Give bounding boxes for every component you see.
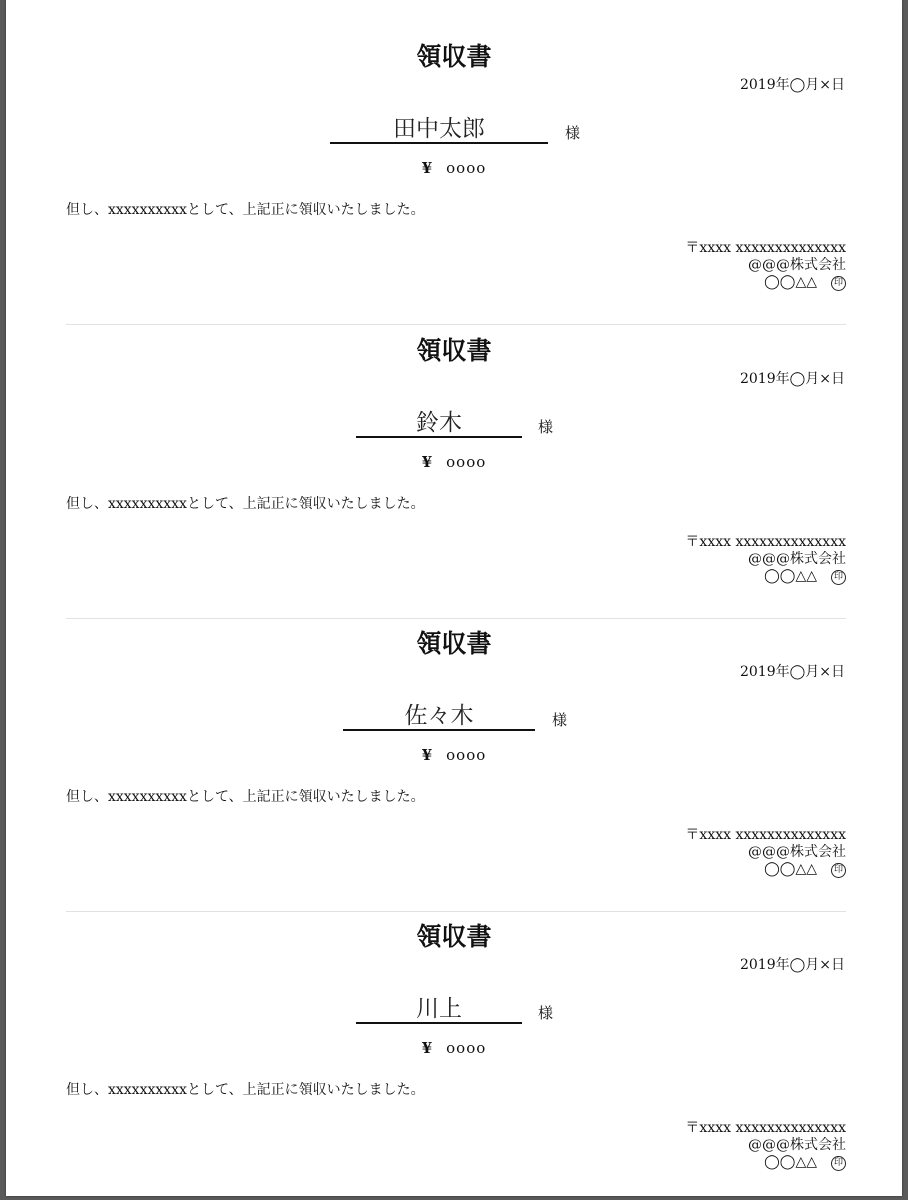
receipt xyxy=(6,294,902,586)
amount-value: oooo xyxy=(446,1039,487,1057)
amount-value: oooo xyxy=(446,746,487,764)
receipt-note: 但し、xxxxxxxxxxとして、上記正に領収いたしました。 xyxy=(66,789,425,805)
document-page xyxy=(6,0,902,1196)
receipt-date: 2019年◯月×日 xyxy=(739,371,845,387)
company-name: @@@株式会社 xyxy=(748,257,846,273)
recipient-name: 田中太郎 xyxy=(330,116,548,144)
receipt-date: 2019年◯月×日 xyxy=(739,664,845,680)
sender-block xyxy=(685,534,846,585)
postal-address: 〒xxxx xxxxxxxxxxxxxx xyxy=(685,534,846,550)
receipt-note: 但し、xxxxxxxxxxとして、上記正に領収いたしました。 xyxy=(66,1082,425,1098)
seal-icon: 印 xyxy=(831,276,846,291)
recipient-name: 川上 xyxy=(356,996,522,1024)
seal-icon: 印 xyxy=(831,1156,846,1171)
honorific: 様 xyxy=(538,1004,554,1022)
currency-symbol: ¥ xyxy=(421,453,433,471)
receipt-title: 領収書 xyxy=(416,336,492,365)
sender-block xyxy=(685,240,846,291)
amount xyxy=(6,1039,902,1057)
amount xyxy=(6,746,902,764)
recipient-name: 佐々木 xyxy=(343,703,535,731)
person-name: ◯◯△△ xyxy=(764,861,817,877)
seal-icon: 印 xyxy=(831,570,846,585)
currency-symbol: ¥ xyxy=(421,159,433,177)
currency-symbol: ¥ xyxy=(421,1039,433,1057)
person-name: ◯◯△△ xyxy=(764,568,817,584)
receipt-title: 領収書 xyxy=(416,922,492,951)
recipient-name: 鈴木 xyxy=(356,410,522,438)
company-name: @@@株式会社 xyxy=(748,1137,846,1153)
receipt xyxy=(6,880,902,1172)
honorific: 様 xyxy=(565,124,581,142)
honorific: 様 xyxy=(552,711,568,729)
honorific: 様 xyxy=(538,418,554,436)
person-line xyxy=(685,568,846,585)
amount xyxy=(6,453,902,471)
receipt-note: 但し、xxxxxxxxxxとして、上記正に領収いたしました。 xyxy=(66,202,425,218)
receipt xyxy=(6,0,902,292)
person-name: ◯◯△△ xyxy=(764,1154,817,1170)
receipt xyxy=(6,587,902,879)
postal-address: 〒xxxx xxxxxxxxxxxxxx xyxy=(685,240,846,256)
currency-symbol: ¥ xyxy=(421,746,433,764)
amount-value: oooo xyxy=(446,159,487,177)
company-name: @@@株式会社 xyxy=(748,551,846,567)
person-line xyxy=(685,861,846,878)
seal-icon: 印 xyxy=(831,863,846,878)
amount-value: oooo xyxy=(446,453,487,471)
postal-address: 〒xxxx xxxxxxxxxxxxxx xyxy=(685,827,846,843)
receipt-date: 2019年◯月×日 xyxy=(739,77,845,93)
person-line xyxy=(685,274,846,291)
postal-address: 〒xxxx xxxxxxxxxxxxxx xyxy=(685,1120,846,1136)
receipt-title: 領収書 xyxy=(416,629,492,658)
sender-block xyxy=(685,1120,846,1171)
person-name: ◯◯△△ xyxy=(764,274,817,290)
person-line xyxy=(685,1154,846,1171)
sender-block xyxy=(685,827,846,878)
receipt-title: 領収書 xyxy=(416,42,492,71)
amount xyxy=(6,159,902,177)
company-name: @@@株式会社 xyxy=(748,844,846,860)
receipt-date: 2019年◯月×日 xyxy=(739,957,845,973)
receipt-note: 但し、xxxxxxxxxxとして、上記正に領収いたしました。 xyxy=(66,496,425,512)
